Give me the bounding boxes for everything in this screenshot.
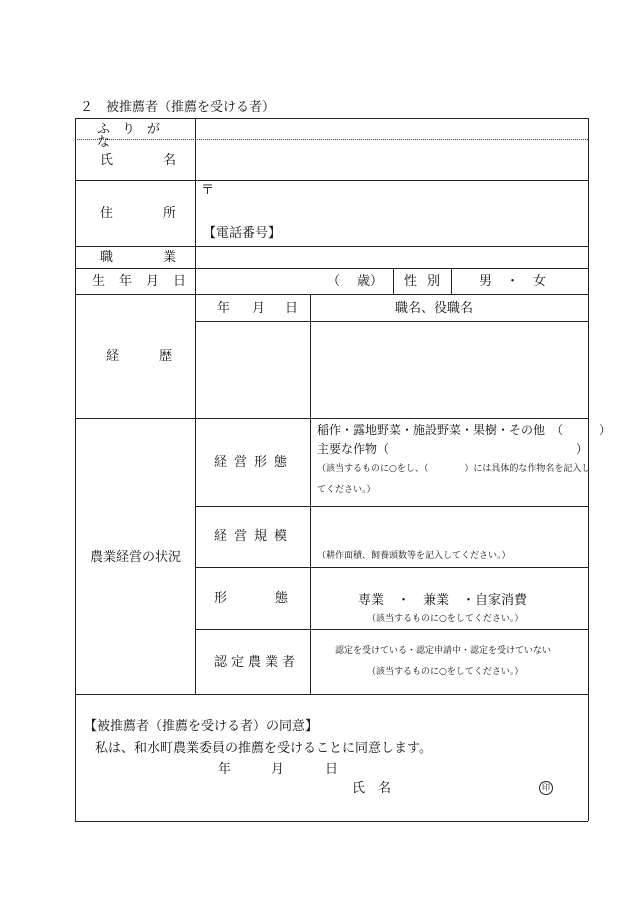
farm-row-divider — [195, 629, 588, 630]
row-divider — [75, 180, 588, 181]
furigana-label — [97, 123, 179, 149]
row-divider — [75, 694, 588, 695]
row-divider — [75, 418, 588, 419]
gender-separator: ・ — [506, 274, 520, 289]
gender-male-option: 男 — [479, 274, 493, 289]
career-month-header: 月 — [252, 301, 266, 316]
consent-heading: 【被推薦者（推薦を受ける者）の同意】 — [84, 719, 319, 734]
occupation-label: 職業 — [100, 250, 227, 265]
consent-year-label: 年 — [218, 762, 232, 777]
label-column-divider — [195, 118, 196, 694]
management-type-note-line2: てください。） — [317, 485, 376, 495]
consent-month-label: 月 — [271, 762, 285, 777]
gender-label-left-divider — [393, 268, 394, 294]
main-crops-label: 主要な作物（ — [317, 442, 390, 456]
consent-name-label: 氏 名 — [352, 781, 392, 796]
row-divider — [75, 294, 588, 295]
farm-column-divider — [310, 418, 311, 694]
furigana-label-text: ふりがな — [97, 122, 173, 150]
career-label: 経歴 — [106, 349, 213, 364]
career-header-divider — [195, 321, 588, 322]
row-divider — [75, 268, 588, 269]
management-type-note-line1: （該当するものに○をし、（ ）には具体的な作物名を記入し — [317, 464, 591, 474]
management-type-label: 経営形態 — [214, 455, 295, 470]
section-title: ２ 被推薦者（推薦を受ける者） — [80, 100, 276, 115]
table-left-border — [75, 118, 76, 821]
farming-form-note: （該当するものに○をしてください。） — [367, 614, 524, 624]
career-day-header: 日 — [285, 301, 299, 316]
career-year-header: 年 — [217, 301, 231, 316]
consent-day-label: 日 — [325, 762, 339, 777]
birthdate-label: 生年月日 — [92, 274, 201, 289]
certified-farmer-note: （該当するものに○をしてください。） — [367, 667, 524, 677]
postal-mark: 〒 — [201, 183, 215, 198]
certified-farmer-label: 認定農業者 — [214, 655, 300, 670]
management-type-options: 稲作・露地野菜・施設野菜・果樹・その他 （ ） — [317, 423, 612, 437]
table-bottom-border — [75, 821, 588, 822]
farm-status-label: 農業経営の状況 — [90, 550, 182, 565]
farm-row-divider — [195, 567, 588, 568]
career-position-header: 職名、役職名 — [395, 301, 474, 316]
farming-form-label: 形態 — [214, 591, 337, 606]
consent-statement: 私は、和水町農業委員の推薦を受けることに同意します。 — [95, 741, 432, 756]
management-scale-label: 経営規模 — [214, 529, 295, 544]
row-divider — [75, 246, 588, 247]
farm-row-divider — [195, 506, 588, 507]
age-open-paren: （ — [327, 274, 341, 289]
farming-form-options: 専業 ・ 兼業 ・自家消費 — [358, 593, 528, 608]
main-crops-close-paren: ） — [576, 442, 589, 456]
certified-farmer-options: 認定を受けている・認定申請中・認定を受けていない — [335, 646, 552, 656]
seal-mark: 印 — [539, 781, 553, 795]
gender-label-right-divider — [451, 268, 452, 294]
age-suffix: 歳） — [357, 274, 384, 289]
phone-label: 【電話番号】 — [203, 226, 282, 241]
name-label: 氏名 — [100, 153, 227, 168]
career-column-divider — [310, 294, 311, 418]
gender-label: 性別 — [404, 274, 451, 289]
address-label: 住所 — [100, 206, 227, 221]
management-scale-note: （耕作面積、飼養頭数等を記入してください。） — [317, 551, 511, 561]
gender-female-option: 女 — [533, 274, 547, 289]
table-top-border — [75, 118, 588, 119]
